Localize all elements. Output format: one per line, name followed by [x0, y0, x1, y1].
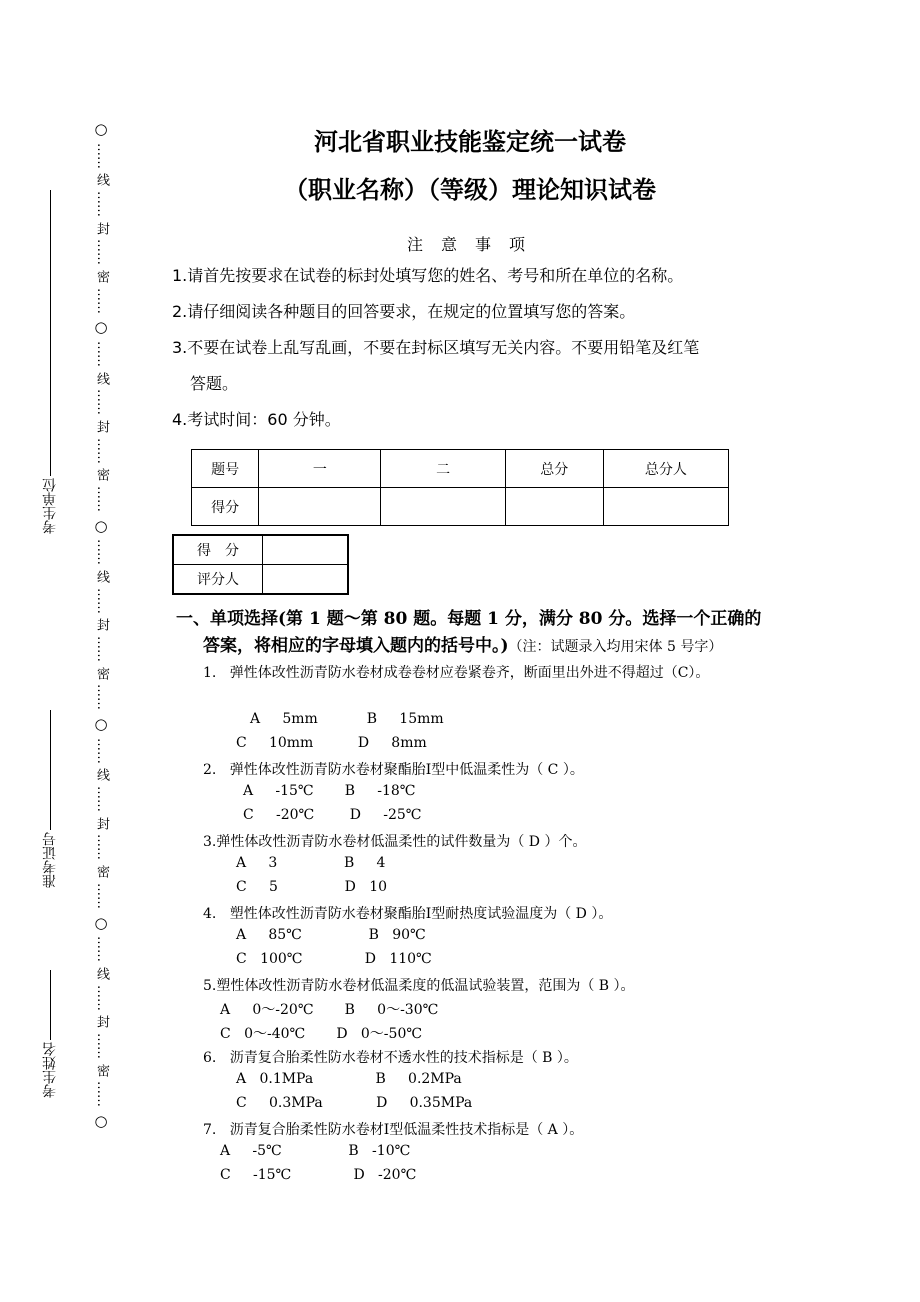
question-options: A 85℃ B 90℃	[236, 927, 426, 943]
grader-name-cell[interactable]	[263, 565, 349, 595]
seal-char: 密	[94, 666, 109, 680]
question-options: A 0～-20℃ B 0～-30℃	[220, 1002, 439, 1018]
section-instruction-line2: 答案，将相应的字母填入题内的括号中。)	[203, 636, 509, 656]
section-heading	[176, 606, 796, 661]
seal-circle-icon: ○	[92, 715, 110, 734]
seal-char: 密	[94, 270, 109, 284]
question-options: C 0～-40℃ D 0～-50℃	[220, 1026, 423, 1042]
notice-item: 答题。	[190, 374, 239, 393]
seal-dots: ……	[94, 539, 109, 566]
score-cell[interactable]	[603, 488, 728, 526]
score-header-cell: 题号	[192, 450, 259, 488]
question-text: 4. 塑性体改性沥青防水卷材聚酯胎Ⅰ型耐热度试验温度为（ D ）。	[203, 906, 613, 922]
seal-char: 线	[94, 173, 109, 187]
score-cell[interactable]	[381, 488, 505, 526]
notice-list	[172, 258, 792, 438]
question-options: A 3 B 4	[236, 855, 386, 871]
notice-item: 2.请仔细阅读各种题目的回答要求，在规定的位置填写您的答案。	[172, 302, 636, 321]
seal-char: 密	[94, 468, 109, 482]
grader-score-cell[interactable]	[263, 535, 349, 565]
candidate-name-blank[interactable]	[49, 970, 51, 1040]
score-cell[interactable]	[259, 488, 381, 526]
seal-dots: ……	[94, 636, 109, 663]
question-text: 7. 沥青复合胎柔性防水卷材Ⅰ型低温柔性技术指标是（ A ）。	[203, 1122, 584, 1138]
seal-dots: ……	[94, 684, 109, 711]
question-text: 2. 弹性体改性沥青防水卷材聚酯胎Ⅰ型中低温柔性为（ C ）。	[203, 762, 584, 778]
seal-dots: ……	[94, 437, 109, 464]
candidate-name-label: 考生姓名	[42, 1042, 58, 1098]
seal-char: 封	[94, 420, 109, 434]
ticket-number-field	[40, 710, 60, 888]
seal-dots: ……	[94, 737, 109, 764]
seal-dots: ……	[94, 786, 109, 813]
ticket-number-label: 准考证号	[42, 832, 58, 888]
seal-dots: ……	[94, 882, 109, 909]
grader-table	[172, 534, 349, 595]
seal-char: 封	[94, 1015, 109, 1029]
question-options: A 5mm B 15mm	[250, 711, 444, 727]
question-options: A -15℃ B -18℃	[243, 783, 416, 799]
question-text: 6. 沥青复合胎柔性防水卷材不透水性的技术指标是（ B ）。	[203, 1050, 578, 1066]
score-header-cell: 一	[259, 450, 381, 488]
question-options: A -5℃ B -10℃	[220, 1143, 411, 1159]
seal-dots: ……	[94, 834, 109, 861]
seal-dots: ……	[94, 587, 109, 614]
score-row-label: 得分	[192, 488, 259, 526]
seal-char: 线	[94, 966, 109, 980]
notice-item: 4.考试时间：60 分钟。	[172, 410, 341, 429]
seal-dots: ……	[94, 142, 109, 169]
grader-name-label: 评分人	[173, 565, 263, 595]
seal-char: 线	[94, 570, 109, 584]
seal-char: 封	[94, 816, 109, 830]
score-header-cell: 二	[381, 450, 505, 488]
seal-dots: ……	[94, 1032, 109, 1059]
question-options: C 5 D 10	[236, 879, 388, 895]
question-options: C 10mm D 8mm	[236, 735, 427, 751]
seal-circle-icon: ○	[92, 913, 110, 932]
seal-dots: ……	[94, 936, 109, 963]
exam-subtitle: （职业名称）（等级）理论知识试卷	[284, 176, 656, 204]
section-note: （注：试题录入均用宋体 5 号字）	[508, 639, 723, 655]
seal-dots: ……	[94, 191, 109, 218]
section-instruction-cont	[176, 633, 796, 661]
seal-circle-icon: ○	[92, 1111, 110, 1130]
seal-dots: ……	[94, 486, 109, 513]
notice-item: 3.不要在试卷上乱写乱画，不要在封标区填写无关内容。不要用铅笔及红笔	[172, 338, 700, 357]
question-text: 1. 弹性体改性沥青防水卷材成卷卷材应卷紧卷齐，断面里出外进不得超过（C）。	[203, 665, 710, 681]
seal-line	[92, 120, 110, 1130]
question-options: C 0.3MPa D 0.35MPa	[236, 1095, 473, 1111]
seal-dots: ……	[94, 984, 109, 1011]
question-options: C -20℃ D -25℃	[243, 807, 422, 823]
notice-item: 1.请首先按要求在试卷的标封处填写您的姓名、考号和所在单位的名称。	[172, 266, 684, 285]
question-text: 5.塑性体改性沥青防水卷材低温柔度的低温试验装置，范围为（ B ）。	[203, 978, 635, 994]
question-options: C -15℃ D -20℃	[220, 1167, 417, 1183]
seal-char: 线	[94, 371, 109, 385]
seal-dots: ……	[94, 287, 109, 314]
ticket-number-blank[interactable]	[49, 710, 51, 830]
seal-circle-icon: ○	[92, 318, 110, 337]
grader-score-label: 得 分	[173, 535, 263, 565]
seal-dots: ……	[94, 341, 109, 368]
seal-dots: ……	[94, 239, 109, 266]
question-text: 3.弹性体改性沥青防水卷材低温柔性的试件数量为（ D ）个。	[203, 834, 587, 850]
seal-char: 密	[94, 865, 109, 879]
seal-dots: ……	[94, 1081, 109, 1108]
score-cell[interactable]	[505, 488, 603, 526]
question-options: A 0.1MPa B 0.2MPa	[236, 1071, 462, 1087]
seal-char: 封	[94, 618, 109, 632]
score-header-cell: 总分人	[603, 450, 728, 488]
question-options: C 100℃ D 110℃	[236, 951, 432, 967]
seal-circle-icon: ○	[92, 516, 110, 535]
seal-dots: ……	[94, 389, 109, 416]
score-header-cell: 总分	[505, 450, 603, 488]
seal-char: 封	[94, 221, 109, 235]
candidate-name-field	[40, 970, 60, 1098]
score-table	[191, 449, 729, 526]
section-instruction: 一、单项选择(第 1 题～第 80 题。每题 1 分，满分 80 分。选择一个正确的	[176, 609, 762, 629]
notice-heading: 注意事项	[406, 235, 543, 254]
seal-char: 线	[94, 768, 109, 782]
exam-title: 河北省职业技能鉴定统一试卷	[314, 128, 626, 156]
candidate-unit-label: 考生单位	[42, 478, 58, 534]
seal-char: 密	[94, 1063, 109, 1077]
seal-circle-icon: ○	[92, 120, 110, 138]
